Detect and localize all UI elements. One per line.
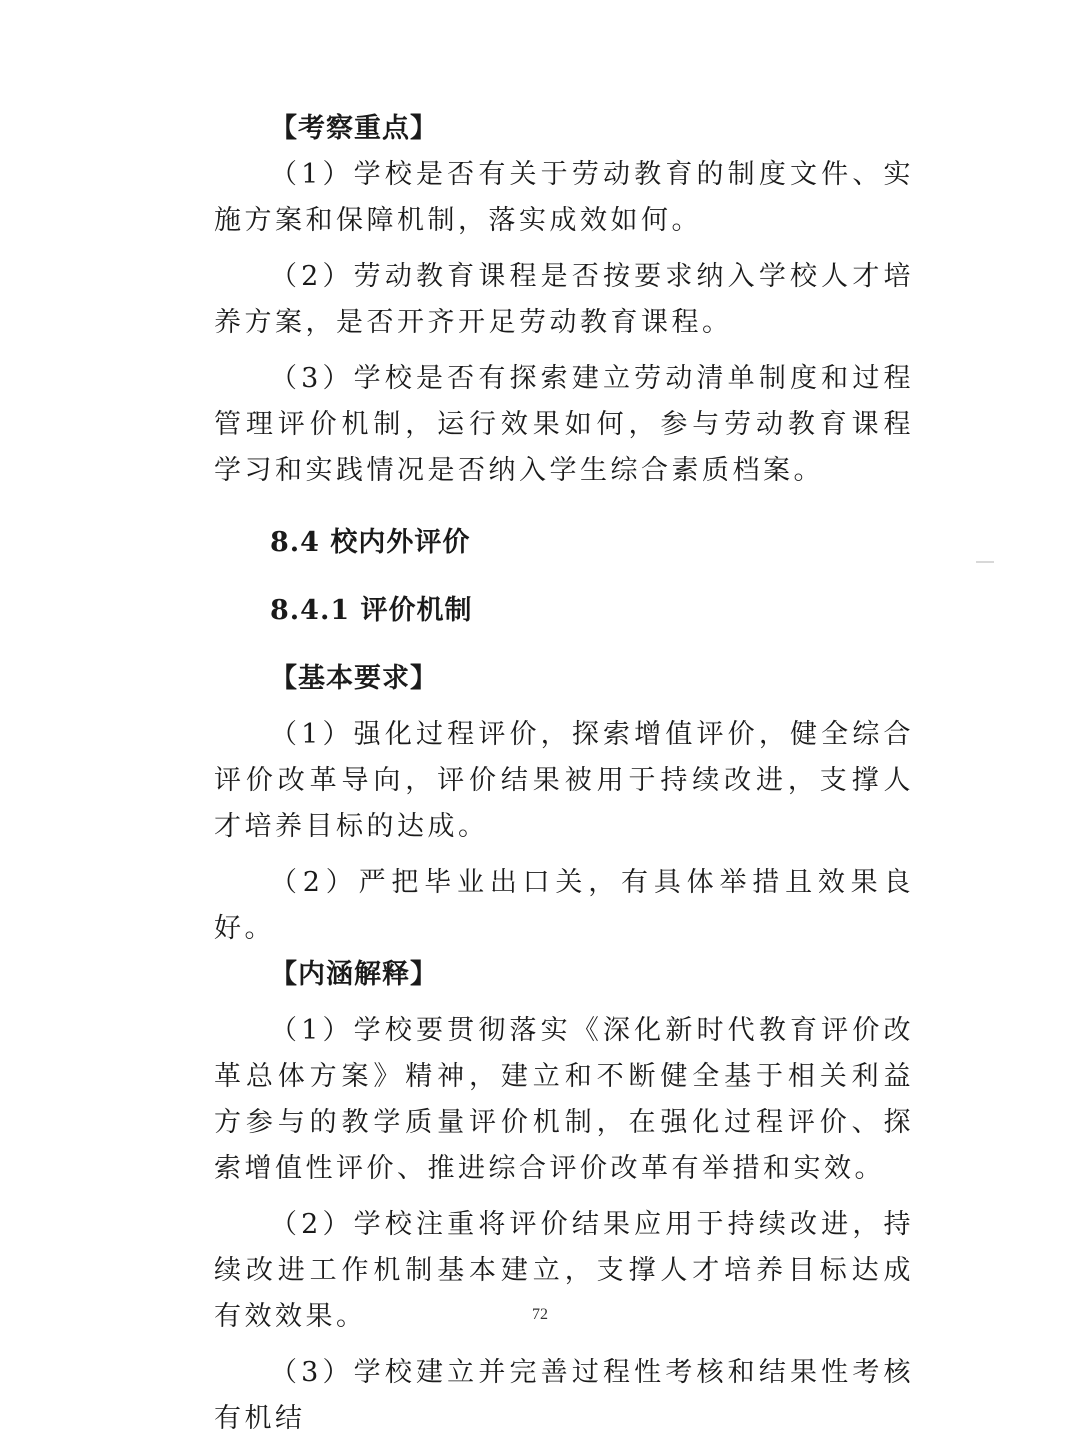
- focus-item-3: （3）学校是否有探索建立劳动清单制度和过程管理评价机制，运行效果如何，参与劳动教育课程学习和实践情况是否纳入学生综合素质档案。: [214, 363, 914, 486]
- section-title-8-4-1: 8.4.1 评价机制: [270, 595, 473, 626]
- scan-mark: [976, 561, 994, 563]
- heading-basic-requirements: 【基本要求】: [270, 663, 438, 694]
- basic-item-1: （1）强化过程评价，探索增值评价，健全综合评价改革导向，评价结果被用于持续改进，支撑人才培养目标的达成。: [214, 719, 914, 842]
- connotation-item-3: （3）学校建立并完善过程性考核和结果性考核有机结: [214, 1357, 914, 1434]
- page-number: 72: [532, 1306, 548, 1323]
- heading-connotation: 【内涵解释】: [270, 959, 438, 990]
- page-content: [214, 106, 914, 1442]
- connotation-item-2: （2）学校注重将评价结果应用于持续改进，持续改进工作机制基本建立，支撑人才培养目标达成有效效果。: [214, 1209, 914, 1332]
- focus-item-2: （2）劳动教育课程是否按要求纳入学校人才培养方案，是否开齐开足劳动教育课程。: [214, 261, 914, 338]
- basic-item-2: （2）严把毕业出口关，有具体举措且效果良好。: [214, 867, 914, 944]
- section-title-8-4: 8.4 校内外评价: [270, 527, 471, 558]
- connotation-item-1: （1）学校要贯彻落实《深化新时代教育评价改革总体方案》精神，建立和不断健全基于相关利益方参与的教学质量评价机制，在强化过程评价、探索增值性评价、推进综合评价改革有举措和实效。: [214, 1015, 914, 1184]
- focus-item-1: （1）学校是否有关于劳动教育的制度文件、实施方案和保障机制，落实成效如何。: [214, 159, 914, 236]
- heading-focus: 【考察重点】: [270, 113, 438, 144]
